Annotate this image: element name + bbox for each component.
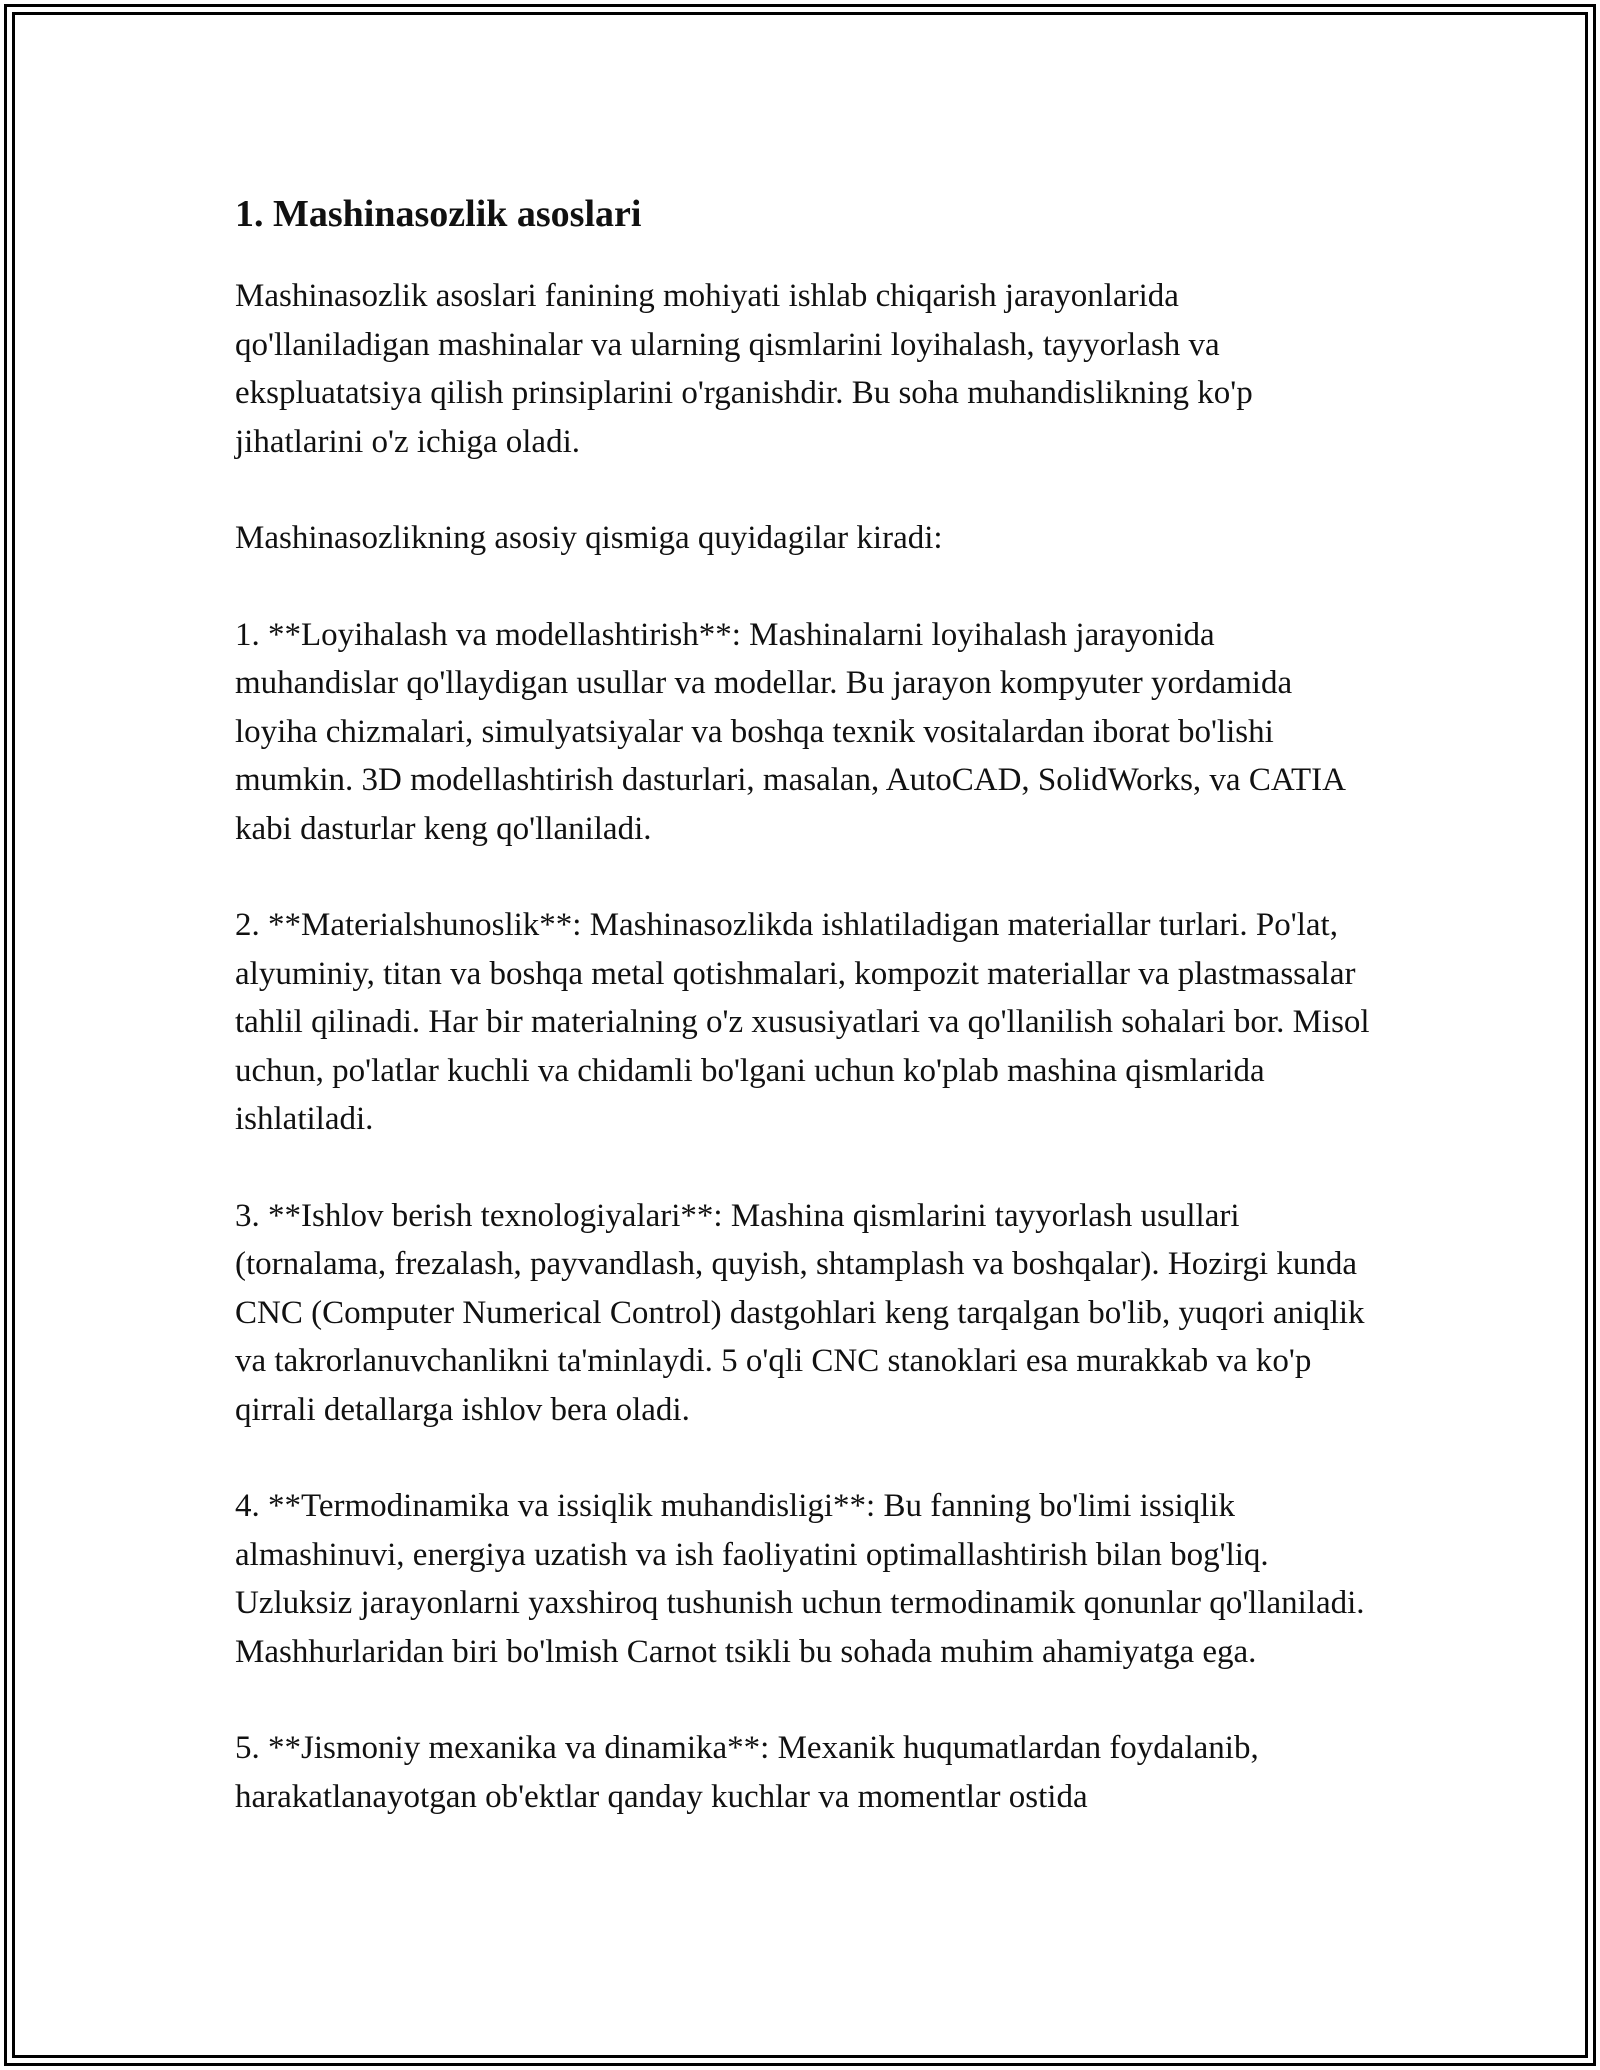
document-body [235,186,1380,1869]
list-item-machining-technologies: 3. **Ishlov berish texnologiyalari**: Mashina qismlarini tayyorlash usullari (tornalama, frezalash, payvandlash, quyish, shtamplash va boshqalar). Hozirgi kunda CNC (Computer Numerical Control) dastgohlari keng tarqalgan bo'lib, yuqori aniqlik va takrorlanuvchanlikni ta'minlaydi. 5 o'qli CNC stanoklari esa murakkab va ko'p qirrali detallarga ishlov bera oladi. [235,1197,1365,1428]
intro-paragraph: Mashinasozlik asoslari fanining mohiyati ishlab chiqarish jarayonlarida qo'llaniladigan mashinalar va ularning qismlarini loyihalash, tayyorlash va ekspluatatsiya qilish prinsiplarini o'rganishdir. Bu soha muhandislikning ko'p jihatlarini o'z ichiga oladi. [235,278,1253,460]
list-item-mechanics-dynamics: 5. **Jismoniy mexanika va dinamika**: Mexanik huqumatlardan foydalanib, harakatlanayotgan ob'ektlar qanday kuchlar va momentlar ostida [235,1730,1259,1815]
list-item-materials-science: 2. **Materialshunoslik**: Mashinasozlikda ishlatiladigan materiallar turlari. Po'lat, alyuminiy, titan va boshqa metal qotishmalari, kompozit materiallar va plastmassalar tahlil qilinadi. Har bir materialning o'z xususiyatlari va qo'llanilish sohalari bor. Misol uchun, po'latlar kuchli va chidamli bo'lgani uchun ko'plab mashina qismlarida ishlatiladi. [235,907,1370,1137]
list-intro-paragraph: Mashinasozlikning asosiy qismiga quyidagilar kiradi: [235,520,943,556]
list-item-thermodynamics: 4. **Termodinamika va issiqlik muhandisligi**: Bu fanning bo'limi issiqlik almashinuvi, energiya uzatish va ish faoliyatini optimallashtirish bilan bog'liq. Uzluksiz jarayonlarni yaxshiroq tushunish uchun termodinamik qonunlar qo'llaniladi. Mashhurlaridan biri bo'lmish Carnot tsikli bu sohada muhim ahamiyatga ega. [235,1488,1365,1670]
section-heading: 1. Mashinasozlik asoslari [235,193,642,235]
list-item-design-modeling: 1. **Loyihalash va modellashtirish**: Mashinalarni loyihalash jarayonida muhandislar qo'llaydigan usullar va modellar. Bu jarayon kompyuter yordamida loyiha chizmalari, simulyatsiyalar va boshqa texnik vositalardan iborat bo'lishi mumkin. 3D modellashtirish dasturlari, masalan, AutoCAD, SolidWorks, va CATIA kabi dasturlar keng qo'llaniladi. [235,616,1345,847]
